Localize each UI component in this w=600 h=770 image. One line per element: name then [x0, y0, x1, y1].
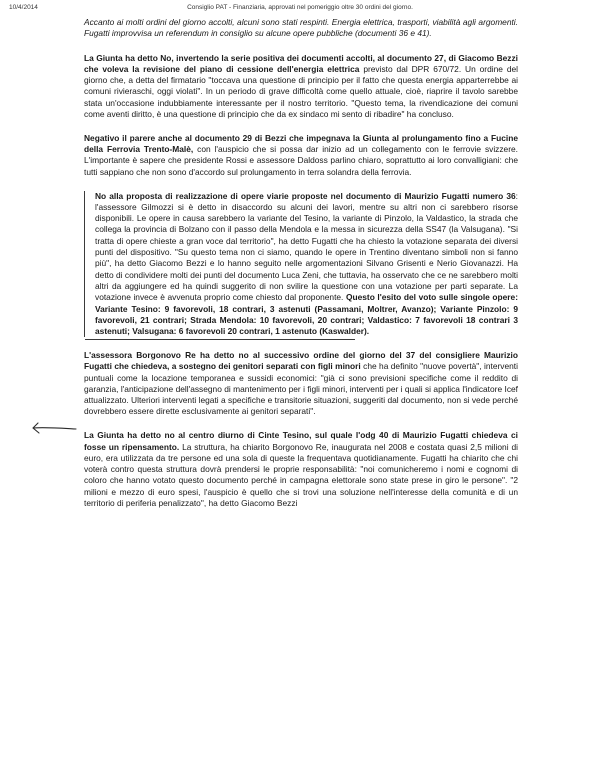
print-page-title: Consiglio PAT - Finanziaria, approvati nel pomeriggio oltre 30 ordini del giorno.	[187, 4, 413, 11]
paragraph-document-40-lead: La Giunta ha detto no al centro diurno di Cinte Tesino, sul quale l'odg 40 di Maurizio Fugatti chiedeva ci fosse un ripensamento.	[84, 430, 518, 452]
paragraph-document-29-lead: Negativo il parere anche al documento 29 di Bezzi che impegnava la Giunta al prolungamento fino a Fucine della Ferrovia Trento-Malè,	[84, 132, 518, 155]
article-body	[84, 17, 518, 522]
paragraph-document-27	[84, 53, 518, 121]
handwritten-bracket-line	[85, 339, 355, 340]
paragraph-document-37-lead: L'assessora Borgonovo Re ha detto no al successivo ordine del giorno del 37 del consigliere Maurizio Fugatti che chiedeva, a sostegno dei genitori separati con figli minori	[84, 349, 518, 372]
paragraph-document-27-text: previsto dal DPR 670/72. Un ordine del giorno che, a detta del firmatario "toccava una questione di principio per il fatto che questa energia apparterrebbe ai comuni rivieraschi, oggi violati". In un periodo di grave difficoltà come quello attuale, cioè, riaprire il tavolo sarebbe stata un'occasione indubbiamente interessante per il nostro territorio. "Questo tema, la rivendicazione dei comuni come aventi diritto, è una questione di principio che da ex sindaco mi sento di ribadire" ha concluso.	[84, 63, 519, 120]
paragraph-document-29-text: con l'auspicio che si possa dar inizio ad un collegamento con le ferrovie svizzere. L'importante è sapere che presidente Rossi e assessore Daldoss parlino chiaro, soprattutto ai loro convalligiani: che tutti sappiano che non sono d'accordo sul prolungamento in terra solandra della ferrovia.	[84, 144, 518, 177]
paragraph-document-29	[84, 133, 518, 178]
paragraph-document-40-text: La struttura, ha chiarito Borgonovo Re, inaugurata nel 2008 e costata quasi 2,5 milioni di euro, era utilizzata da tre persone ed una sola di queste la frequentava quotidianamente. Fugatti ha chiarito che chi voterà contro questa struttura dovrà prendersi le proprie responsabilità: "noi comunicheremo i nomi e cognomi di coloro che hanno votato questo documento perché in campagna elettorale sono state prese in giro le persone". "2 milioni e mezzo di euro spesi, l'auspicio è quello che si trovi una soluzione nell'interesse della comunità e di un territorio di periferia penalizzato", ha detto Giacomo Bezzi	[84, 441, 518, 508]
paragraph-document-36-lead: No alla proposta di realizzazione di opere viarie proposte nel documento di Maurizio Fugatti numero 36	[95, 190, 516, 201]
paragraph-document-36-text: : l'assessore Gilmozzi si è detto in disaccordo su alcuni dei lavori, mentre su altri non ci sarebbero risorse disponibili. Le opere in causa sarebbero la variante del Tesino, la variante di Pinzolo, la Valdastico, la strada che collega la provincia di Bolzano con il passo della Mendola e la messa in sicurezza della SS47 (la Valsugana). "Si tratta di opere chieste a gran voce dal territorio", ha detto Fugatti che ha chiesto la votazione separata dei diversi punti del dispositivo. "Su questo tema non ci siamo, quando le opere in Trentino diventano simboli non si fanno più", ha detto Giacomo Bezzi e lo hanno seguito nelle argomentazioni Silvano Grisenti e Nerio Giovanazzi. Ha detto di condividere molti dei punti del documento Luca Zeni, che tuttavia, ha osservato che ce ne sarebbero molti altri da aggiungere ed ha quindi suggerito di non svilire la questione con una votazione per parti separate. La votazione invece è avvenuta proprio come chiesto dal proponente.	[95, 190, 518, 303]
paragraph-document-40	[84, 430, 518, 509]
paragraph-document-37-text: che ha definito "nuove povertà", interventi puntuali come la locazione temporanea e sussidi economici: "già ci sono previsioni specifiche come il reddito di garanzia, l'anticipazione dell'assegno di mantenimento per i figli minori, interventi per i quali si applica l'indicatore Icef attualizzato. Ulteriori interventi legati a specifiche e transitorie situazioni, suggeriti dal documento, non si vede perché dovrebbero essere dirette esclusivamente ai genitori separati".	[84, 361, 518, 417]
print-header	[9, 4, 591, 14]
handwritten-arrow-icon	[30, 416, 80, 440]
paragraph-document-27-lead: La Giunta ha detto No, invertendo la serie positiva dei documenti accolti, al documento 27, di Giacomo Bezzi che voleva la revisione del piano di cessione dell'energia elettrica	[84, 52, 518, 74]
paragraph-document-36	[84, 191, 518, 338]
paragraph-document-37	[84, 350, 518, 418]
paragraph-intro: Accanto ai molti ordini del giorno accolti, alcuni sono stati respinti. Energia elettrica, trasporti, viabilità agli argomenti. Fugatti improvvisa un referendum in consiglio su alcune opere pubbliche (documenti 36 e 41).	[84, 17, 518, 39]
print-date: 10/4/2014	[9, 4, 38, 11]
vote-results: Questo l'esito del voto sulle singole opere: Variante Tesino: 9 favorevoli, 18 contrari, 3 astenuti (Passamani, Moltrer, Avanzo); Variante Pinzolo: 9 favorevoli, 21 contrari; Strada Mendola: 10 favorevoli, 20 contrari; Valdastico: 7 favorevoli 18 contrari 3 astenuti; Valsugana: 6 favorevoli 20 contrari, 1 astenuto (Kaswalder).	[95, 292, 519, 337]
